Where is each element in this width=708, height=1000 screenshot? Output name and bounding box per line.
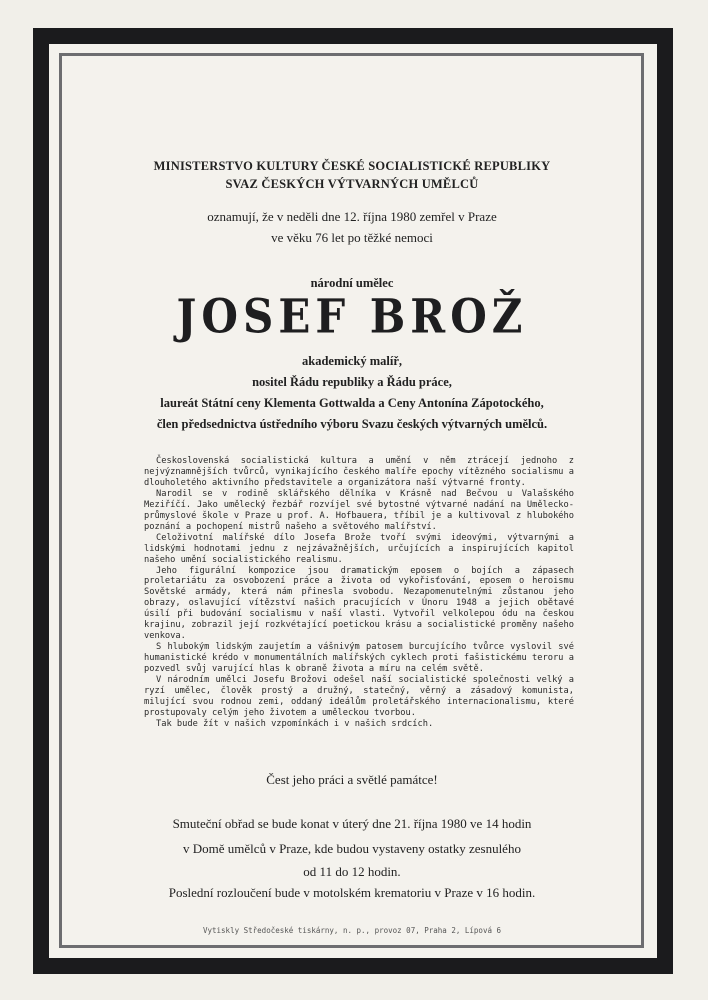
ministry-line: MINISTERSTVO KULTURY ČESKÉ SOCIALISTICKÉ REPUBLIKY [153, 159, 551, 173]
body-paragraph: Československá socialistická kultura a umění v něm ztrácejí jednoho z nejvýznamnějších tvůrců, vynikajícího českého malíře epochy vítězného socialismu a dlouholetého aktivního představitele a organizátora naší výtvarné fronty. [144, 456, 574, 488]
tribute-line: Čest jeho práci a světlé památce! [266, 772, 438, 787]
funeral-line-1: Smuteční obřad se bude konat v úterý dne 21. října 1980 ve 14 hodin [172, 816, 532, 831]
union-line: SVAZ ČESKÝCH VÝTVARNÝCH UMĚLCŮ [225, 177, 479, 191]
printer-imprint: Vytiskly Středočeské tiskárny, n. p., provoz 07, Praha 2, Lípová 6 [202, 926, 501, 935]
funeral-line-2: v Domě umělců v Praze, kde budou vystaveny ostatky zesnulého [183, 841, 521, 856]
honor-line-2: nositel Řádu republiky a Řádu práce, [252, 375, 452, 389]
obituary-body [144, 456, 574, 730]
body-paragraph: Narodil se v rodině sklářského dělníka v Krásně nad Bečvou u Valašského Meziříčí. Jako umělecký řezbář rozvíjel své bytostné výtvarné nadání na Umělecko-průmyslové škole v Praze u prof. A. Hofbauera, tříbil je a kultivoval z hlubokého poznání a pochopení mistrů našeho a světového malířství. [144, 488, 574, 532]
obituary-notice [62, 56, 642, 946]
honor-line-4: člen předsednictva ústředního výboru Svazu českých výtvarných umělců. [156, 417, 548, 431]
body-paragraph: S hlubokým lidským zaujetím a vášnivým patosem burcujícího tvůrce vyslovil své humanistické krédo v monumentálních malířských cyklech proti fašistickému teroru a pozvedl svůj varující hlas k obraně života a míru na celém světě. [144, 642, 574, 675]
funeral-line-3: od 11 do 12 hodin. [303, 864, 401, 879]
body-paragraph: Tak bude žít v našich vzpomínkách i v našich srdcích. [156, 718, 434, 729]
funeral-line-4: Poslední rozloučení bude v motolském krematoriu v Praze v 16 hodin. [168, 885, 536, 900]
announcement-line-2: ve věku 76 let po těžké nemoci [271, 230, 433, 245]
body-paragraph: Celoživotní malířské dílo Josefa Brože tvoří svými ideovými, výtvarnými a lidskými hodnotami jednu z nejzávažnějších, určujících a inspirujících kapitol našeho umění socialistického realismu. [144, 532, 574, 565]
body-paragraph: Jeho figurální kompozice jsou dramatickým eposem o bojích a zápasech proletariátu za osvobození práce a života od vykořisťování, eposem o heroismu Sovětské armády, která nám přinesla svobodu. Nezapomenutelnými zůstanou jeho obrazy, oslavující vítězství našich pracujících v Únoru 1948 a jejich obětavé úsilí při budování socialismu v naší vlasti. Vytvořil velkolepou ódu na českou krajinu, zobrazil její rozkvétající poetickou krásu a socialistické proměny našeho venkova. [144, 565, 574, 642]
deceased-name: JOSEF BROŽ [176, 289, 528, 344]
honor-line-3: laureát Státní ceny Klementa Gottwalda a Ceny Antonína Zápotockého, [160, 396, 544, 410]
body-paragraph: V národním umělci Josefu Brožovi odešel naší socialistické společnosti velký a ryzí umělec, člověk prostý a družný, statečný, věrný a zásadový komunista, milující svou rodnou zemi, oddaný ideálům proletářského internacionalismu, které prostupovaly celým jeho životem a uměleckou tvorbou. [144, 675, 574, 718]
announcement-line-1: oznamují, že v neděli dne 12. října 1980 zemřel v Praze [207, 209, 497, 224]
title-label: národní umělec [310, 276, 394, 290]
honor-line-1: akademický malíř, [302, 354, 402, 368]
